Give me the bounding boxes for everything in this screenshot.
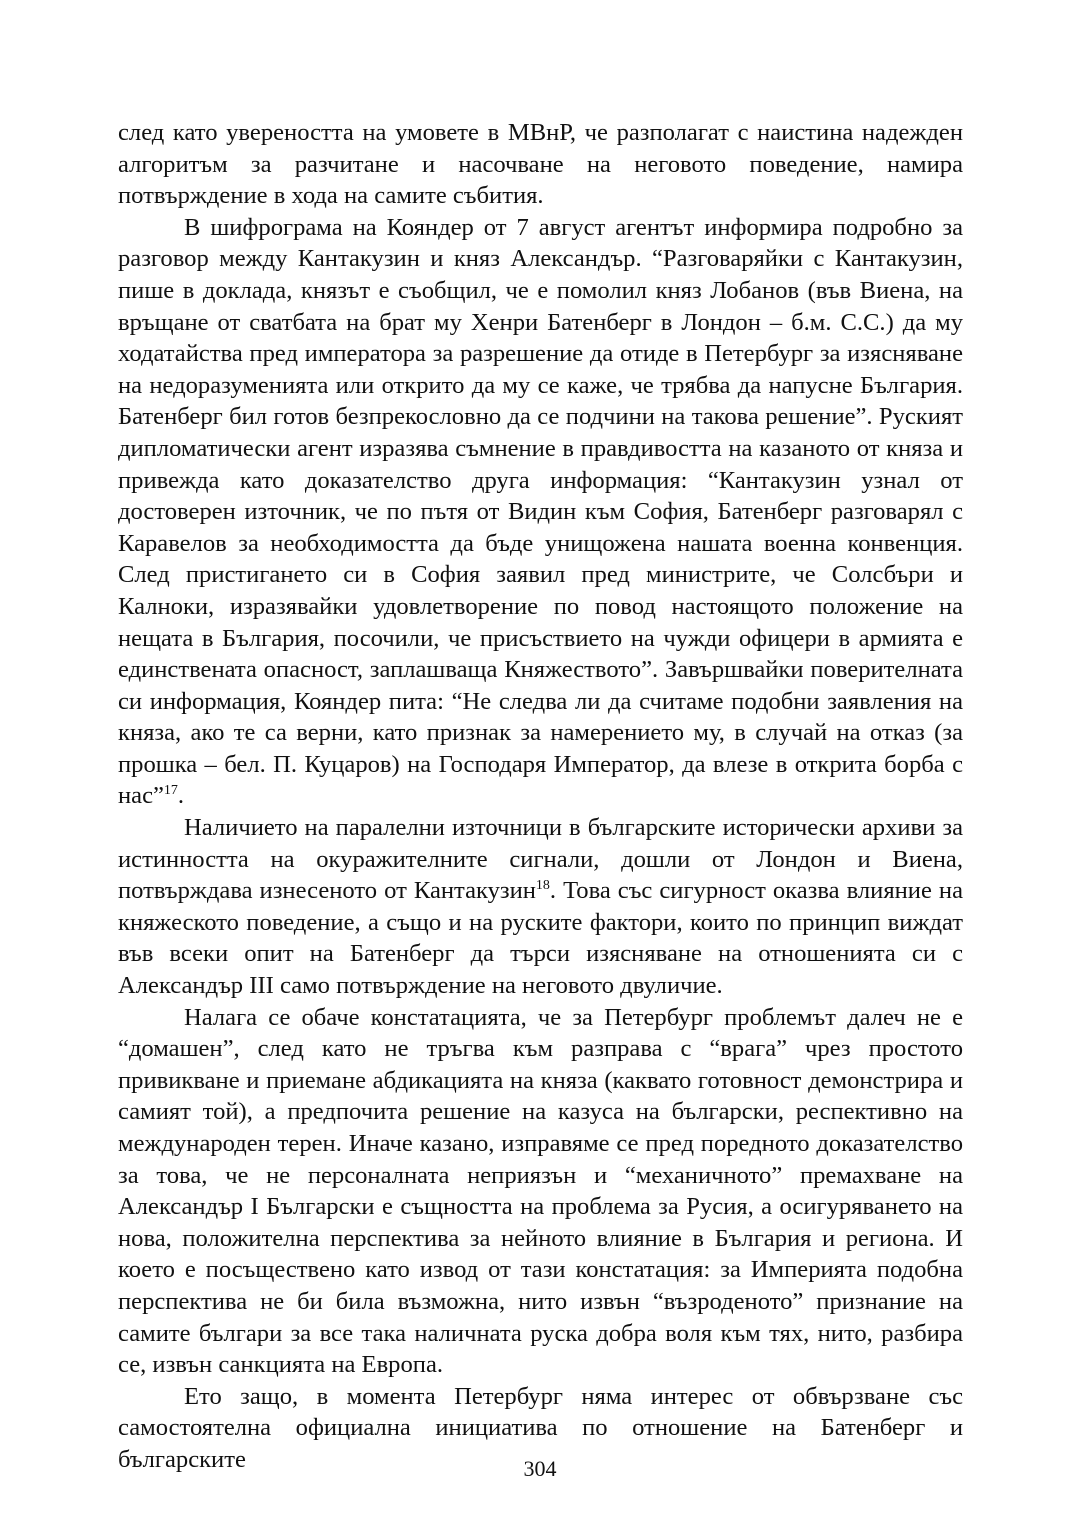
paragraph-final: Ето защо, в момента Петербург няма интерес от обвързване със самостоятелна официална инициатива по отношение на Батенберг и българските <box>118 1382 963 1473</box>
paragraph-end: . <box>177 782 185 810</box>
paragraph-text: Наличието на паралелни източници в българските исторически архиви за истинността на окуражителните сигнали, дошли от Лондон и Виена, потвърждава изнесеното от Кантакузин <box>118 814 963 905</box>
paragraph-conclusion: Налага се обаче констатацията, че за Петербург проблемът далеч не е “домашен”, след като не тръгва към разправа с “врага” чрез простото привикване и приемане абдикацията на княза (каквато готовност демонстрира и самият той), а предпочита решение на казуса на български, респективно на международен терен. Иначе казано, изправяме се пред поредното доказателство за това, че не персоналната неприязън и “механичното” премахване на Александър I Български е същността на проблема за Русия, а осигуряването на нова, положителна перспектива за нейното влияние в България и региона. И което е посъществено като извод от тази констатация: за Империята подобна перспектива не би била възможна, нито извън “възроденото” признание на самите българи за все така наличната руска добра воля към тях, нито, разбира се, извън санкцията на Европа. <box>118 1003 963 1379</box>
body-text <box>118 117 963 1476</box>
footnote-ref-18[interactable]: 18 <box>535 878 550 894</box>
paragraph-text: В шифрограма на Кояндер от 7 август агентът информира подробно за разговор между Кантакузин и княз Александър. “Разговаряйки с Кантакузин, пише в доклада, князът е съобщил, че е помолил княз Лобанов (във Виена, на връщане от сватбата на брат му Хенри Батенберг в Лондон – б.м. С.С.) да му ходатайства пред императора за разрешение да отиде в Петербург за изясняване на недоразуменията или открито да му се каже, че трябва да напусне България. Батенберг бил готов безпрекословно да се подчини на такова решение”. Руският дипломатически агент изразява съмнение в правдивостта на казаното от княза и привежда като доказателство друга информация: “Кантакузин узнал от достоверен източник, че по пътя от Видин към София, Батенберг разговарял с Каравелов за необходимостта да бъде унищожена нашата военна конвенция. След пристигането си в София заявил пред министрите, че Солсбъри и Калноки, изразявайки удовлетворение по повод настоящото положение на нещата в България, посочили, че присъствието на чужди офицери в армията е единствената опасност, заплашваща Княжеството”. Завършвайки поверителната си информация, Кояндер пита: “Не следва ли да считаме подобни заявления на княза, ако те са верни, като признак за намерението му, в случай на отказ (за прошка – бел. П. Куцаров) на Господаря Император, да влезе в открита борба с нас” <box>118 213 963 810</box>
page-number: 304 <box>523 1456 557 1481</box>
paragraph-end: . Това със сигурност оказва влияние на княжеското поведение, а също и на руските фактори, които по принцип виждат във всеки опит на Батенберг да търси изясняване на отношенията си с Александър III само потвърждение на неговото двуличие. <box>118 877 963 1000</box>
footnote-ref-17[interactable]: 17 <box>163 783 178 799</box>
paragraph-continuation: след като увереността на умовете в МВнР, че разполагат с наистина надежден алгоритъм за разчитане и насочване на неговото поведение, намира потвърждение в хода на самите събития. <box>118 119 963 210</box>
paragraph-parallel-sources <box>118 812 963 1002</box>
paragraph-cipher-report <box>118 212 963 812</box>
